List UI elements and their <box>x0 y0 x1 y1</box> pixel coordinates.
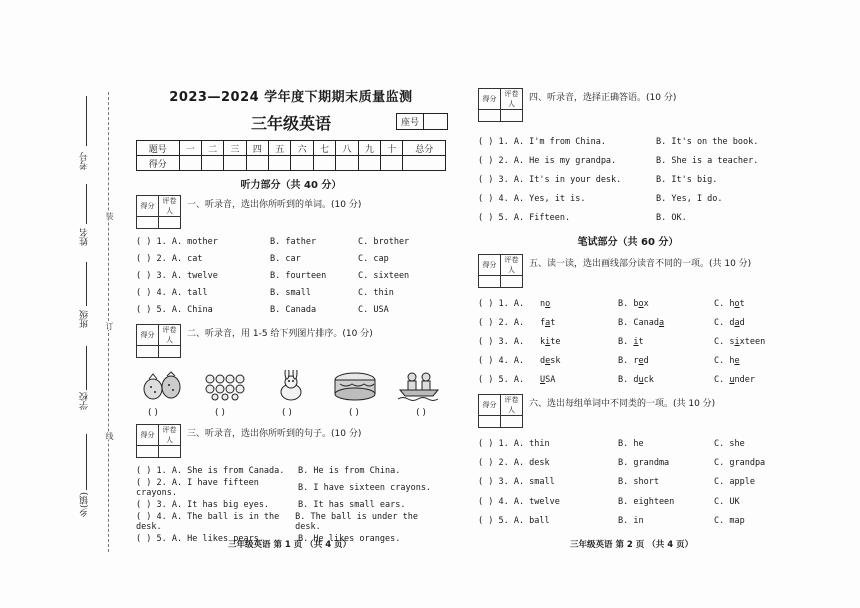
option-b[interactable] <box>618 375 714 385</box>
strawberries-icon <box>140 370 186 402</box>
option-a[interactable]: ( ) 2. A. desk <box>478 458 550 469</box>
underlined-letters: a <box>545 317 551 328</box>
grader-score-cell[interactable] <box>479 110 501 122</box>
score-header-cell: 总分 <box>403 141 446 156</box>
option-b[interactable]: B. It has small ears. <box>298 499 406 510</box>
word-part: B. b <box>618 298 639 309</box>
name-underline <box>86 184 87 224</box>
order-blank[interactable]: ( ) <box>282 408 292 418</box>
section-6-title: 六、选出每组单词中不同类的一项。(共 10 分) <box>529 398 716 409</box>
section-4-title: 四、听录音，选择正确答语。(10 分) <box>529 93 677 103</box>
score-cell[interactable] <box>201 156 223 171</box>
section-5-items <box>478 294 778 390</box>
option-c[interactable]: C. apple <box>714 477 755 488</box>
question-number: ( ) 2. A. <box>478 317 525 328</box>
section-2-title: 二、听录音，用 1-5 给下列图片排序。(10 分) <box>187 329 373 339</box>
score-cell[interactable] <box>224 156 246 171</box>
option-a[interactable] <box>540 318 618 328</box>
option-a[interactable]: ( ) 5. A. Fifteen. <box>478 212 571 223</box>
list-item <box>478 313 778 332</box>
list-item <box>478 473 778 492</box>
option-a[interactable]: ( ) 2. A. cat <box>136 253 203 264</box>
seat-box <box>396 113 448 130</box>
score-cell[interactable] <box>246 156 268 171</box>
option-c[interactable]: C. USA <box>358 304 389 315</box>
score-cell[interactable] <box>313 156 335 171</box>
option-a[interactable]: ( ) 2. A. He is my grandpa. <box>478 155 617 166</box>
exam-subtitle <box>136 111 446 134</box>
underlined-letters: i <box>633 336 639 347</box>
option-b[interactable]: B. It's big. <box>656 174 718 185</box>
option-b[interactable] <box>618 299 714 309</box>
section-4-header <box>478 88 778 122</box>
score-header-cell: 题号 <box>137 141 180 156</box>
underlined-letters: e <box>638 356 644 367</box>
score-header-cell: 五 <box>269 141 291 156</box>
option-a[interactable]: ( ) 4. A. Yes, it is. <box>478 193 586 204</box>
option-a[interactable] <box>540 299 618 309</box>
option-c[interactable]: C. cap <box>358 253 389 264</box>
section-2-header <box>136 324 446 358</box>
grader-name-cell[interactable] <box>501 110 523 122</box>
section-3-header <box>136 424 446 458</box>
word-part: ck <box>643 375 654 386</box>
option-a[interactable]: ( ) 4. A. The ball is in the desk. <box>136 511 280 532</box>
school-label: 学校 <box>80 392 90 410</box>
order-blank[interactable]: ( ) <box>148 408 158 418</box>
grader-score-label: 得分 <box>137 196 159 217</box>
score-cell[interactable] <box>291 156 313 171</box>
option-b[interactable]: B. eighteen <box>618 496 675 507</box>
list-item <box>478 453 778 472</box>
option-a[interactable] <box>540 337 618 347</box>
grader-score-cell[interactable] <box>137 446 159 458</box>
option-c[interactable] <box>714 299 745 309</box>
list-item <box>478 151 778 170</box>
word-part: d <box>643 356 649 367</box>
section-6-items <box>478 434 778 531</box>
list-item <box>478 492 778 511</box>
option-b[interactable]: B. I have sixteen crayons. <box>298 482 432 493</box>
section-3-items <box>136 462 446 547</box>
option-b[interactable]: B. father <box>270 236 317 247</box>
grader-score-cell[interactable] <box>137 217 159 229</box>
grader-score-cell[interactable] <box>479 276 501 288</box>
underlined-letters: u <box>729 375 735 386</box>
list-item <box>478 434 778 453</box>
score-cell[interactable] <box>336 156 358 171</box>
underlined-letters: a <box>734 317 740 328</box>
underlined-letters: o <box>545 298 551 309</box>
list-item <box>478 208 778 227</box>
word-part: n <box>540 298 546 309</box>
option-b[interactable]: B. She is a teacher. <box>656 155 759 166</box>
picture-row <box>140 370 442 404</box>
grader-score-cell[interactable] <box>137 346 159 358</box>
grader-box <box>478 394 523 428</box>
subject-name: 三年级英语 <box>250 114 331 133</box>
list-item <box>478 352 778 371</box>
grader-box <box>136 195 181 229</box>
list-item <box>136 233 446 250</box>
word-part: B. Canad <box>618 317 659 328</box>
word-part: sk <box>550 356 561 367</box>
word-part: B. <box>618 336 634 347</box>
word-part: te <box>550 336 561 347</box>
score-header-cell: 四 <box>246 141 268 156</box>
question-number: ( ) 4. A. <box>478 356 525 367</box>
option-a[interactable]: ( ) 1. A. I'm from China. <box>478 136 606 147</box>
list-item <box>478 132 778 151</box>
option-c[interactable]: C. grandpa <box>714 458 766 469</box>
binding-margin <box>78 92 118 552</box>
grader-name-cell[interactable] <box>159 446 181 458</box>
flower-row-icon <box>204 370 250 402</box>
underlined-letters: U <box>540 375 546 386</box>
score-header-row <box>137 141 446 156</box>
order-blank[interactable]: ( ) <box>215 408 225 418</box>
word-part: C. <box>714 375 730 386</box>
option-a[interactable]: ( ) 5. A. ball <box>478 516 550 527</box>
list-item <box>478 294 778 313</box>
option-b[interactable] <box>618 318 714 328</box>
score-row-label: 得分 <box>137 156 180 171</box>
class-label: 班级 <box>80 310 90 328</box>
grader-score-label: 得分 <box>479 255 501 276</box>
option-b[interactable]: B. He likes oranges. <box>298 533 401 544</box>
cut-mark-1: 装 <box>105 212 114 220</box>
underlined-letters: i <box>734 336 740 347</box>
option-a[interactable]: ( ) 3. A. twelve <box>136 270 218 281</box>
option-c[interactable]: C. UK <box>714 496 740 507</box>
underlined-letters: a <box>658 317 665 328</box>
score-header-cell: 八 <box>336 141 358 156</box>
list-item <box>136 462 446 479</box>
cake-icon <box>332 370 378 402</box>
word-part: SA <box>545 375 556 386</box>
grader-box <box>478 88 523 122</box>
option-b[interactable]: B. It's on the book. <box>656 136 759 147</box>
score-header-cell: 三 <box>224 141 246 156</box>
score-header-cell: 十 <box>381 141 403 156</box>
question-number: ( ) 1. A. <box>478 298 525 309</box>
list-item <box>478 189 778 208</box>
question-number: ( ) 3. A. <box>478 336 525 347</box>
underlined-letters: o <box>734 298 740 309</box>
right-page <box>478 86 778 531</box>
option-b[interactable]: B. grandma <box>618 458 670 469</box>
option-c[interactable]: C. map <box>714 516 745 527</box>
list-item <box>136 250 446 267</box>
option-c[interactable] <box>714 318 745 328</box>
score-value-row <box>137 156 446 171</box>
option-b[interactable]: B. The ball is under the desk. <box>295 511 418 532</box>
list-item <box>136 301 446 318</box>
list-item <box>136 513 446 530</box>
grader-score-label: 得分 <box>137 425 159 446</box>
grader-name-cell[interactable] <box>501 415 523 427</box>
score-cell[interactable] <box>358 156 380 171</box>
word-part: f <box>540 317 546 328</box>
class-underline <box>86 262 87 306</box>
rabbit-icon <box>268 370 314 402</box>
section-5-header <box>478 254 778 288</box>
option-a[interactable]: ( ) 3. A. It has big eyes. <box>136 499 270 510</box>
option-b[interactable] <box>618 356 714 366</box>
word-part: B. d <box>618 375 639 386</box>
score-cell[interactable] <box>381 156 403 171</box>
grader-label: 评卷人 <box>159 325 181 346</box>
option-b[interactable]: B. short <box>618 477 659 488</box>
grader-score-cell[interactable] <box>479 415 501 427</box>
option-a[interactable] <box>540 356 618 366</box>
option-b[interactable]: B. Canada <box>270 304 317 315</box>
picture-order-blanks <box>148 408 426 418</box>
grader-name-cell[interactable] <box>159 217 181 229</box>
grader-box <box>136 424 181 458</box>
school-underline <box>86 346 87 390</box>
score-header-cell: 七 <box>313 141 335 156</box>
grader-label: 评卷人 <box>501 255 523 276</box>
underlined-letters: e <box>545 356 551 367</box>
name-label: 姓名 <box>80 228 90 246</box>
score-table <box>136 140 446 171</box>
word-part: d <box>540 356 546 367</box>
option-a[interactable]: ( ) 1. A. thin <box>478 438 550 449</box>
listening-part-title: 听力部分（共 40 分） <box>240 180 342 191</box>
option-a[interactable]: ( ) 1. A. She is from Canada. <box>136 465 285 476</box>
list-item <box>478 170 778 189</box>
question-number: ( ) 5. A. <box>478 375 525 386</box>
word-part: C. d <box>714 317 735 328</box>
grader-box <box>478 254 523 288</box>
page-footer-left: 三年级英语 第 1 页 （共 4 页） <box>228 540 352 550</box>
option-c[interactable] <box>714 356 740 366</box>
seat-label: 座号 <box>396 113 424 130</box>
option-b[interactable]: B. Yes, I do. <box>656 193 723 204</box>
list-item <box>136 479 446 496</box>
grader-score-label: 得分 <box>479 394 501 415</box>
order-blank[interactable]: ( ) <box>416 408 426 418</box>
grader-name-cell[interactable] <box>501 276 523 288</box>
option-a[interactable]: ( ) 5. A. China <box>136 304 213 315</box>
score-cell[interactable] <box>179 156 201 171</box>
word-part: C. h <box>714 298 735 309</box>
word-part: t <box>739 298 745 309</box>
seat-input[interactable] <box>424 113 448 130</box>
underlined-letters: i <box>545 336 551 347</box>
exam-number-underline <box>86 96 87 146</box>
score-cell[interactable] <box>403 156 446 171</box>
grader-label: 评卷人 <box>501 89 523 110</box>
order-blank[interactable]: ( ) <box>349 408 359 418</box>
grader-score-label: 得分 <box>479 89 501 110</box>
option-a[interactable]: ( ) 1. A. mother <box>136 236 218 247</box>
grader-score-label: 得分 <box>137 325 159 346</box>
score-header-cell: 九 <box>358 141 380 156</box>
word-part: B. r <box>618 356 639 367</box>
grader-name-cell[interactable] <box>159 346 181 358</box>
word-part: d <box>739 317 745 328</box>
option-b[interactable]: B. he <box>618 438 644 449</box>
option-a[interactable] <box>540 375 618 385</box>
list-item <box>478 332 778 351</box>
score-header-cell: 六 <box>291 141 313 156</box>
option-b[interactable]: B. fourteen <box>270 270 327 281</box>
word-part: x <box>643 298 649 309</box>
score-cell[interactable] <box>269 156 291 171</box>
town-underline <box>86 434 87 490</box>
word-part: t <box>638 336 644 347</box>
list-item <box>136 496 446 513</box>
list-item <box>478 512 778 531</box>
option-c[interactable]: C. she <box>714 438 745 449</box>
word-part: C. h <box>714 356 735 367</box>
option-b[interactable]: B. in <box>618 516 644 527</box>
word-part: nder <box>734 375 755 386</box>
section-6-header <box>478 394 778 428</box>
option-a[interactable]: ( ) 4. A. twelve <box>478 496 560 507</box>
underlined-letters: u <box>638 375 644 386</box>
option-a[interactable]: ( ) 2. A. I have fifteen crayons. <box>136 477 259 498</box>
list-item <box>478 371 778 390</box>
page-footer-right: 三年级英语 第 2 页 （共 4 页） <box>570 540 694 550</box>
option-a[interactable]: ( ) 3. A. It's in your desk. <box>478 174 622 185</box>
underlined-letters: o <box>638 298 644 309</box>
section-3-title: 三、听录音，选出你所听到的句子。(10 分) <box>187 429 362 439</box>
underlined-letters: e <box>734 356 740 367</box>
list-item <box>136 267 446 284</box>
section-4-items <box>478 132 778 227</box>
option-b[interactable]: B. car <box>270 253 301 264</box>
option-c[interactable]: C. brother <box>358 236 410 247</box>
cut-mark-2: 订 <box>105 322 114 330</box>
section-1-header <box>136 195 446 229</box>
option-b[interactable]: B. He is from China. <box>298 465 401 476</box>
option-c[interactable]: C. sixteen <box>358 270 410 281</box>
section-1-title: 一、听录音，选出你所听到的单词。(10 分) <box>187 200 362 210</box>
word-part: t <box>550 317 556 328</box>
option-c[interactable] <box>714 375 755 385</box>
section-5-title: 五、读一读，选出画线部分读音不同的一项。(共 10 分) <box>529 259 752 269</box>
exam-title: 2023—2024 学年度下期期末质量监测 <box>169 90 413 105</box>
word-part: k <box>540 336 546 347</box>
children-boat-icon <box>396 370 442 402</box>
option-c[interactable] <box>714 337 765 347</box>
option-a[interactable]: ( ) 5. A. He likes pears. <box>136 533 264 544</box>
section-1-items <box>136 233 446 318</box>
option-b[interactable]: B. OK. <box>656 212 687 223</box>
grader-label: 评卷人 <box>159 425 181 446</box>
option-c[interactable]: C. thin <box>358 287 394 298</box>
option-b[interactable] <box>618 337 714 347</box>
list-item <box>136 284 446 301</box>
left-page <box>136 86 446 547</box>
grader-label: 评卷人 <box>159 196 181 217</box>
grader-box <box>136 324 181 358</box>
word-part: C. s <box>714 336 735 347</box>
writing-part-title: 笔试部分（共 60 分） <box>577 237 679 248</box>
word-part: xteen <box>739 336 766 347</box>
option-b[interactable]: B. small <box>270 287 311 298</box>
score-header-cell: 二 <box>201 141 223 156</box>
town-label: 乡(镇) <box>80 492 90 518</box>
option-a[interactable]: ( ) 3. A. small <box>478 477 555 488</box>
cut-mark-3: 线 <box>105 432 114 440</box>
score-header-cell: 一 <box>179 141 201 156</box>
grader-label: 评卷人 <box>501 394 523 415</box>
exam-number-label: 考号 <box>80 152 90 170</box>
option-a[interactable]: ( ) 4. A. tall <box>136 287 208 298</box>
